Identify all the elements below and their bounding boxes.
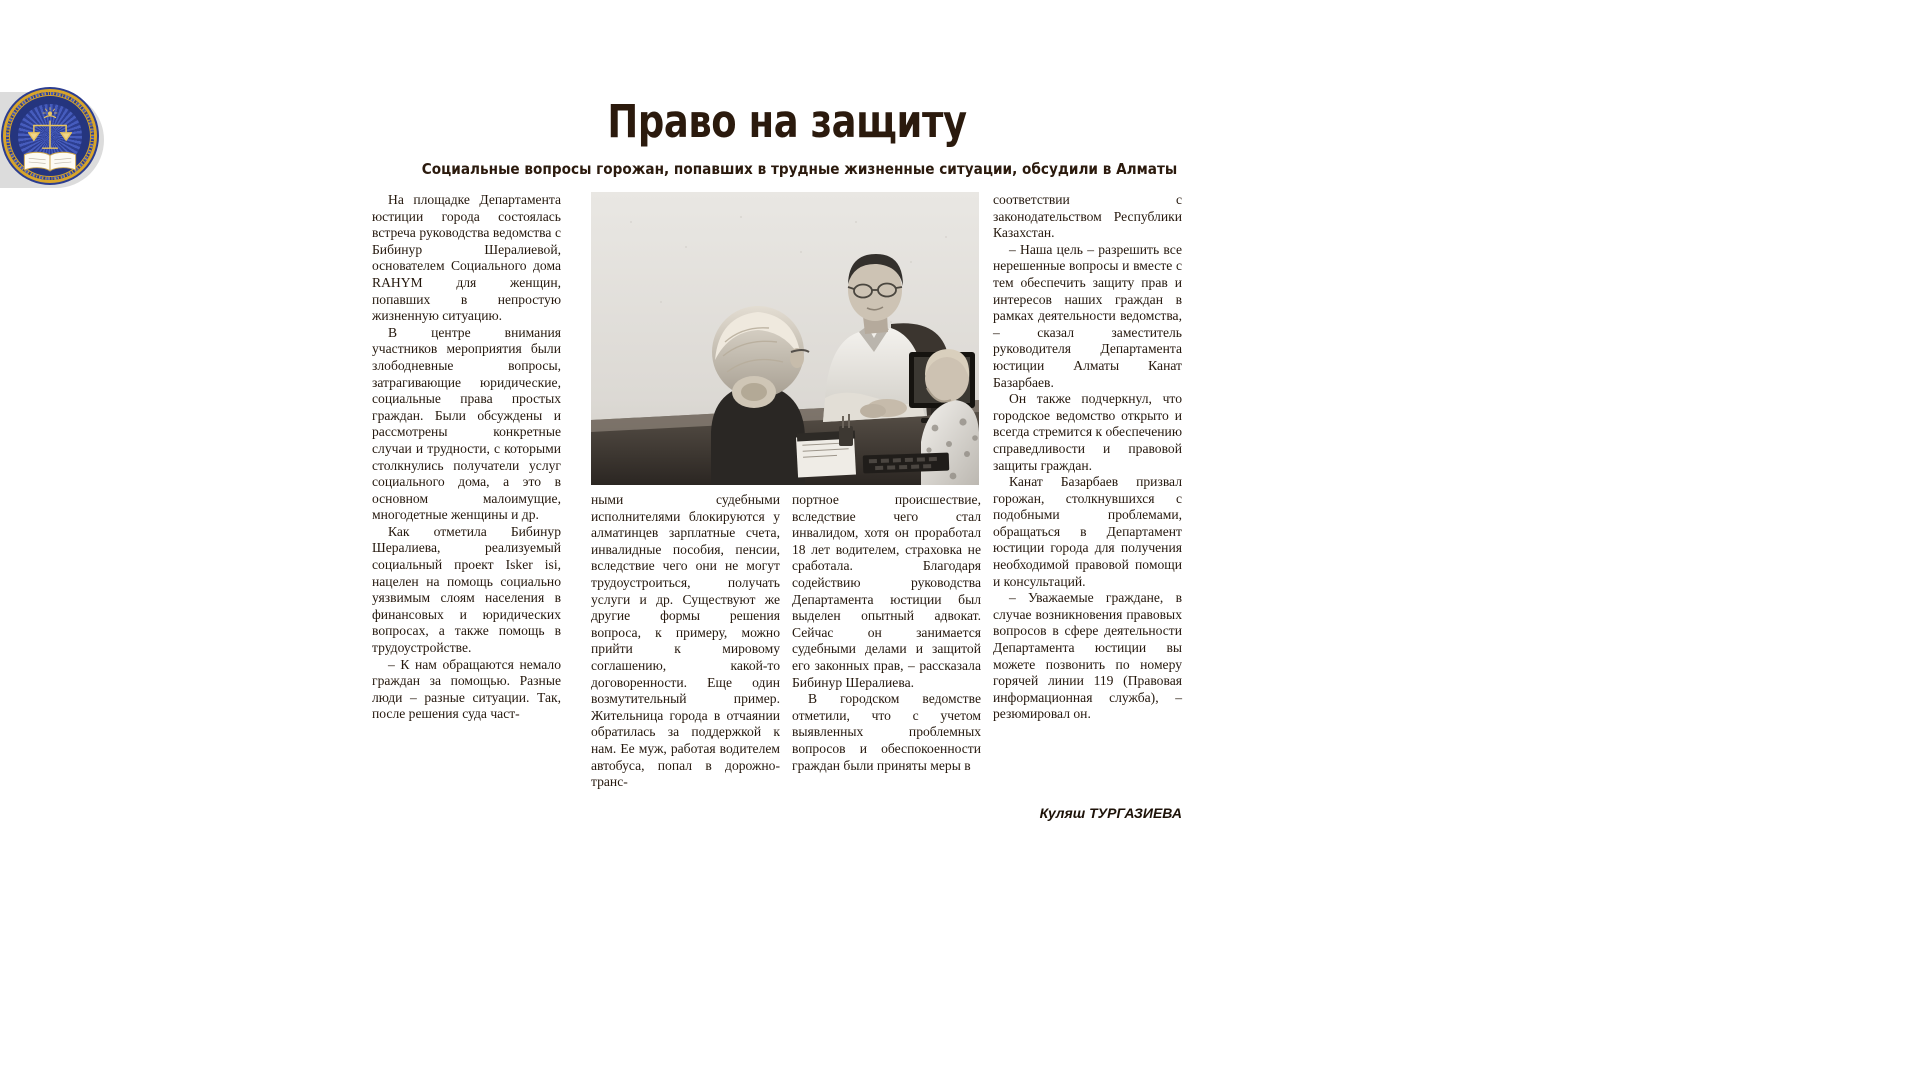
- paragraph: На площадке Департамента юстиции города состоялась встреча руководства ведомства с Бибинур Шералиевой, основателем Социального дома RAHYM для женщин, попавших в непростую жизненную ситуацию.: [372, 192, 561, 324]
- text-column-2: [591, 492, 780, 791]
- photo-illustration: [591, 192, 979, 485]
- article-byline: Куляш ТУРГАЗИЕВА: [1039, 805, 1182, 821]
- paragraph: Канат Базарбаев призвал горожан, столкнувшихся с подобными проблемами, обращаться в Департамент юстиции города для получения необходимой правовой помощи и консультаций.: [993, 474, 1182, 589]
- article-subheadline: Социальные вопросы горожан, попавших в трудные жизненные ситуации, обсудили в Алматы: [421, 160, 1178, 178]
- paragraph: – Наша цель – разрешить все нерешенные вопросы и вместе с тем обеспечить защиту прав и интересов наших граждан в рамках деятельности ведомства, – сказал заместитель руководителя Департамента юстиции Алматы Канат Базарбаев.: [993, 241, 1182, 390]
- newspaper-clipping: [372, 88, 1202, 821]
- paragraph: Как отметила Бибинур Шералиева, реализуемый социальный проект Isker isi, нацелен на помощь социально уязвимым слоям населения в финансовых и юридических вопросах, а также помощь в трудоустройстве.: [372, 523, 561, 656]
- open-book-icon: [22, 151, 78, 173]
- article-body: [372, 192, 1202, 832]
- scales-of-justice-icon: [28, 118, 72, 152]
- paragraph: портное происшествие, вследствие чего стал инвалидом, хотя он проработал 18 лет водителем, страховка не сработала. Благодаря содействию руководства Департамента юстиции был выделен опытный адвокат. Сейчас он занимается судебными делами и защитой его законных прав, – рассказала Бибинур Шералиева.: [792, 492, 981, 690]
- paragraph: – Уважаемые граждане, в случае возникновения правовых вопросов в сфере деятельности Департамента юстиции вы можете позвонить по номеру горячей линии 119 (Правовая информационная служба), – резюмировал он.: [993, 590, 1182, 722]
- paragraph: Он также подчеркнул, что городское ведомство открыто и всегда стремится к обеспечению справедливости и правовой защиты граждан.: [993, 391, 1182, 473]
- text-column-3: [792, 492, 981, 774]
- paragraph: – К нам обращаются немало граждан за помощью. Разные люди – разные ситуации. Так, после решения суда част-: [372, 656, 561, 722]
- article-headline: Право на защиту: [607, 95, 967, 148]
- text-column-1: [372, 192, 561, 723]
- paragraph: ными судебными исполнителями блокируются у алматинцев зарплатные счета, инвалидные пособия, пенсии, вследствие чего они не могут трудоустроиться, получать услуги и др. Существуют же другие формы решения вопроса, к примеру, можно прийти к мировому соглашению, какой-то договоренности. Еще один возмутительный пример. Жительница города в отчаянии обратилась за поддержкой к нам. Ее муж, работая водителем автобуса, попал в дорожно-транс-: [591, 492, 780, 790]
- paragraph: В центре внимания участников мероприятия были злободневные вопросы, затрагивающие юридические, социальные права простых граждан. Были обсуждены и рассмотрены конкретные случаи и трудности, с которыми столкнулись получатели услуг социального дома, а это в основном малоимущие, многодетные женщины и др.: [372, 324, 561, 523]
- text-column-4: [993, 192, 1182, 723]
- paragraph: В городском ведомстве отметили, что с учетом выявленных проблемных вопросов и обеспокоенности граждан были приняты меры в: [792, 691, 981, 773]
- paragraph: соответствии с законодательством Республики Казахстан.: [993, 192, 1182, 241]
- sun-icon: [42, 107, 58, 119]
- ministry-of-justice-seal-icon: [6, 92, 94, 180]
- article-photo: [591, 192, 979, 485]
